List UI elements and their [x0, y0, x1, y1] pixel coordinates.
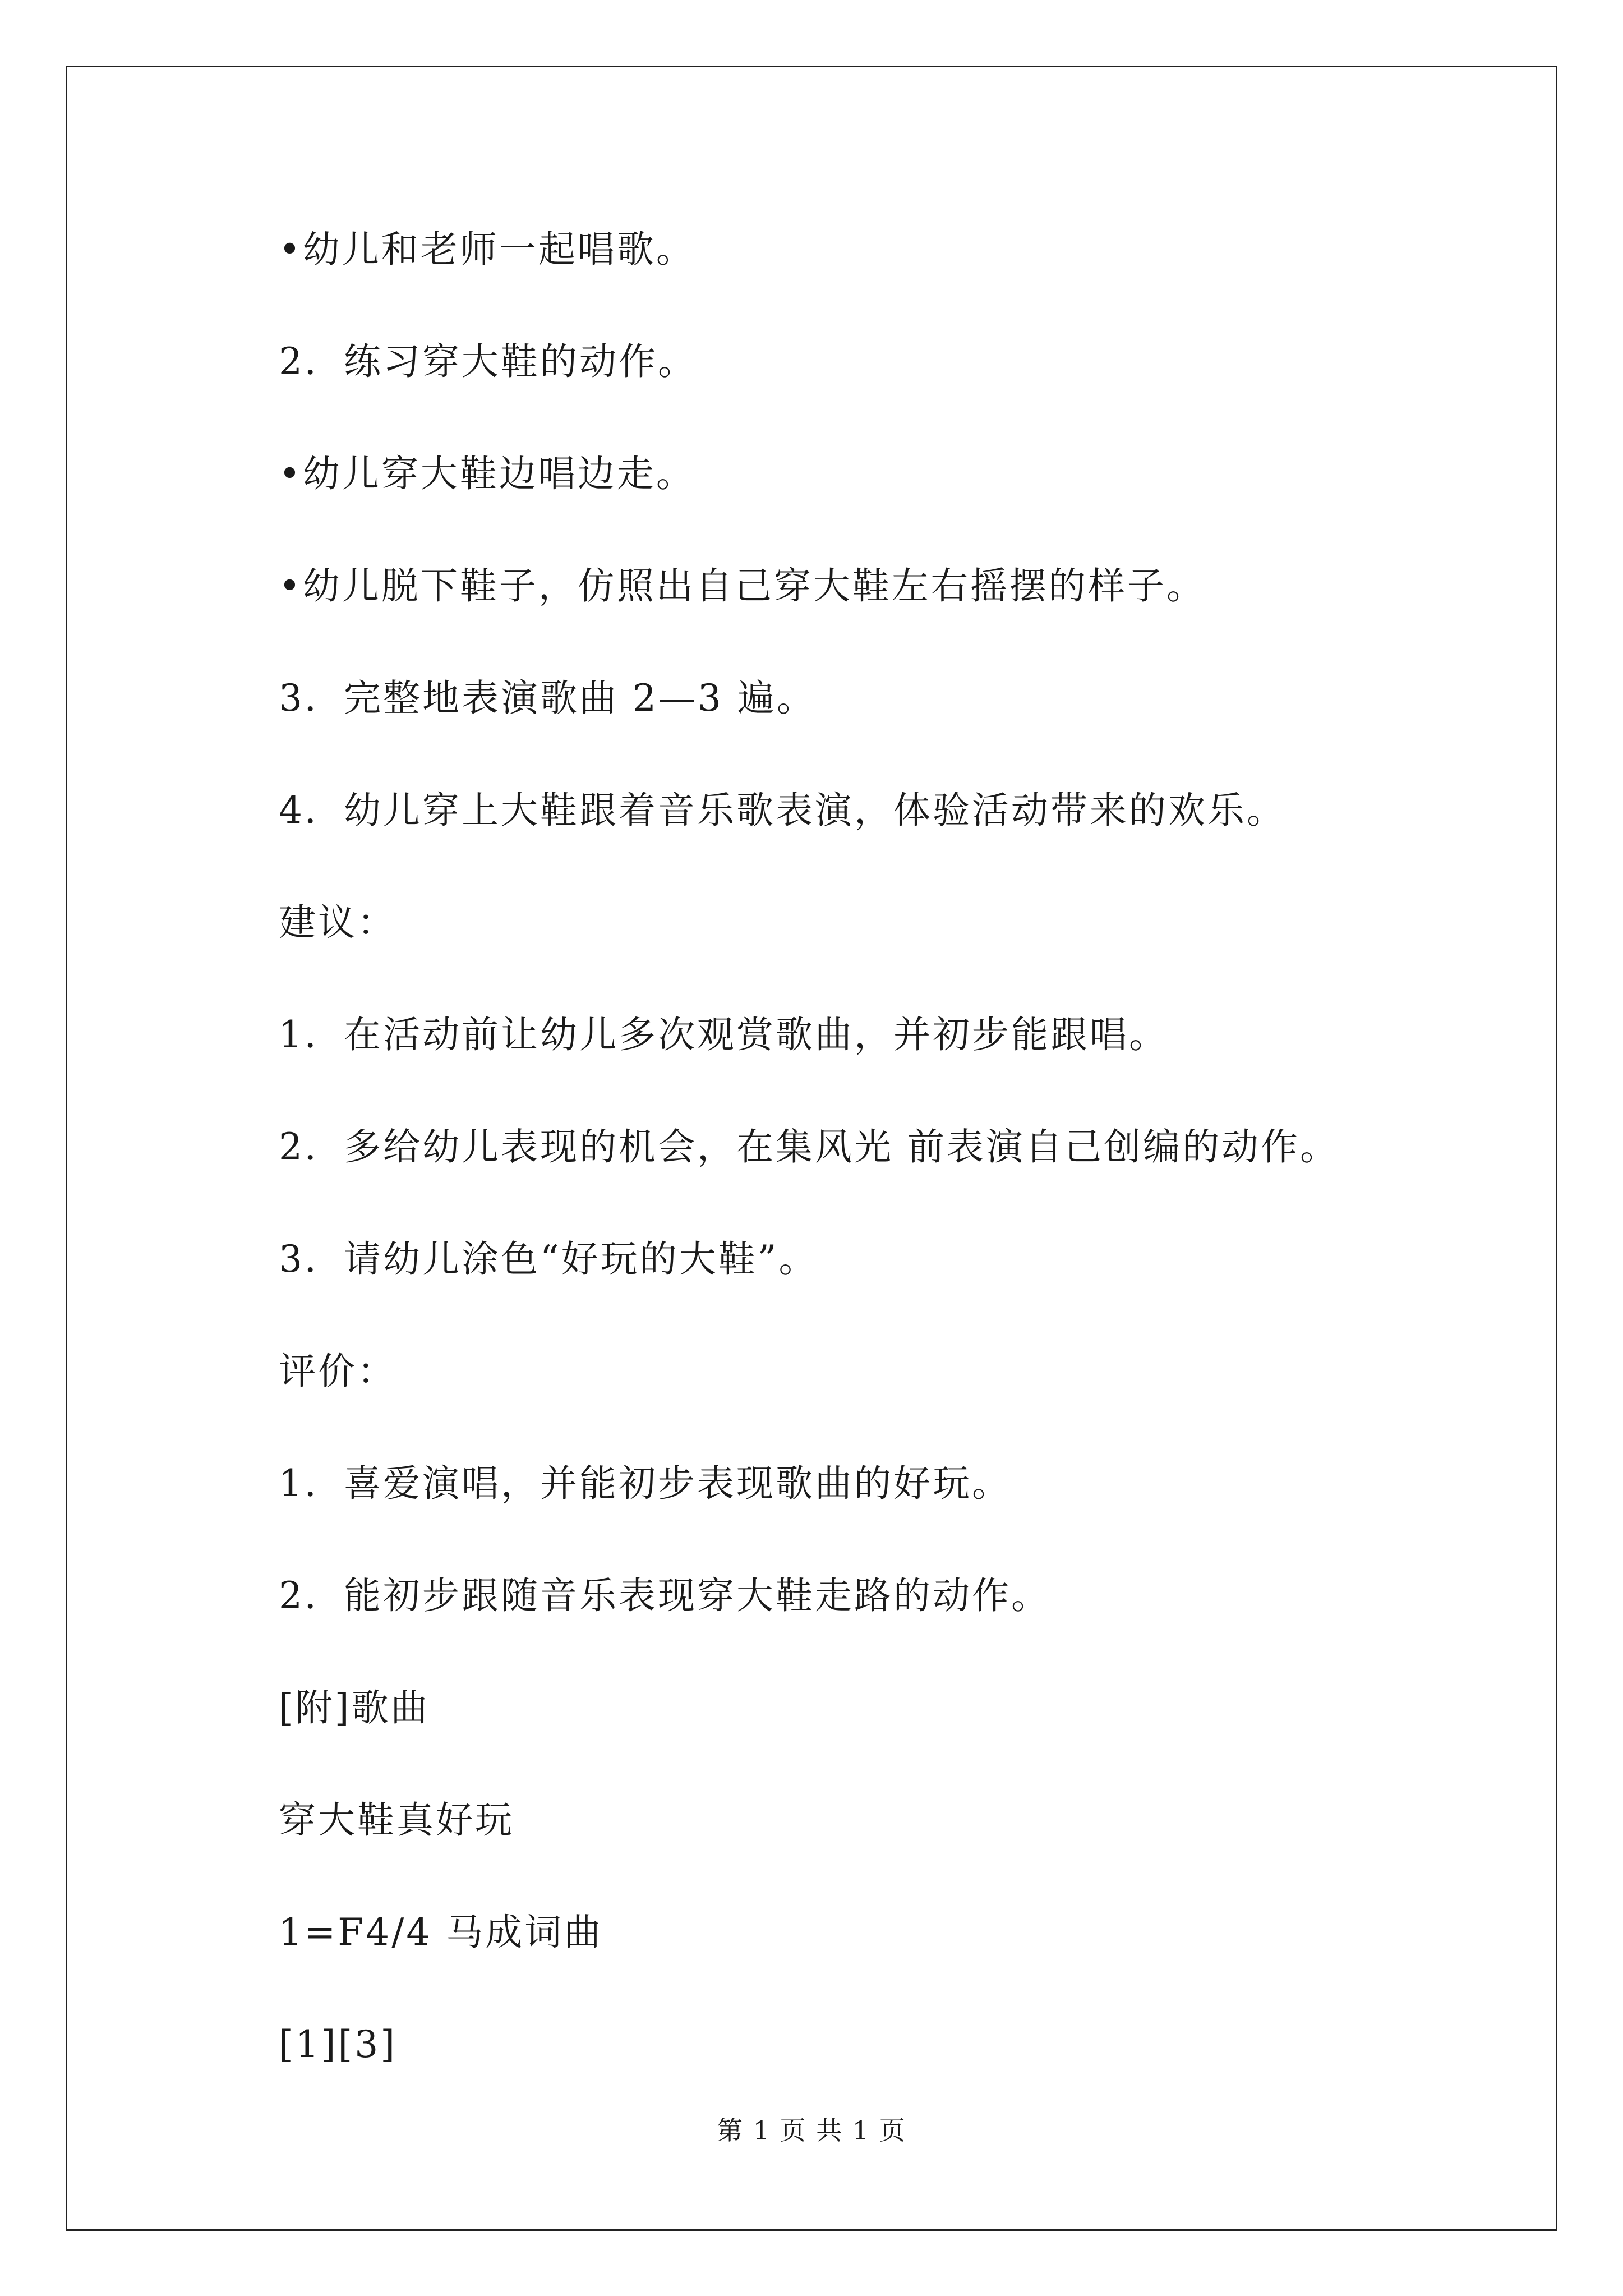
text-line: 1．喜爱演唱，并能初步表现歌曲的好玩。: [279, 1462, 1011, 1505]
text-line: 2．能初步跟随音乐表现穿大鞋走路的动作。: [279, 1574, 1050, 1617]
appendix-heading: [附]歌曲: [279, 1686, 430, 1729]
reference-marks: [1][3]: [279, 2023, 397, 2066]
text-line: 3．完整地表演歌曲 2—3 遍。: [279, 677, 816, 720]
text-line: •幼儿和老师一起唱歌。: [279, 228, 695, 271]
text-line: •幼儿穿大鞋边唱边走。: [279, 452, 695, 495]
text-line: 3．请幼儿涂色“好玩的大鞋”。: [279, 1237, 818, 1281]
page-number-footer: 第 1 页 共 1 页: [717, 2115, 906, 2146]
text-line: 2．练习穿大鞋的动作。: [279, 340, 697, 383]
section-heading-suggestions: 建议：: [279, 901, 396, 944]
text-line: •幼儿脱下鞋子，仿照出自己穿大鞋左右摇摆的样子。: [279, 564, 1206, 608]
text-line: 4．幼儿穿上大鞋跟着音乐歌表演，体验活动带来的欢乐。: [279, 789, 1286, 832]
song-key-credits: 1=F4/4 马成词曲: [279, 1911, 603, 1954]
song-title: 穿大鞋真好玩: [279, 1798, 514, 1842]
section-heading-evaluation: 评价：: [279, 1350, 396, 1393]
text-line: 2．多给幼儿表现的机会，在集风光 前表演自己创编的动作。: [279, 1125, 1339, 1168]
text-line: 1．在活动前让幼儿多次观赏歌曲，并初步能跟唱。: [279, 1013, 1168, 1056]
